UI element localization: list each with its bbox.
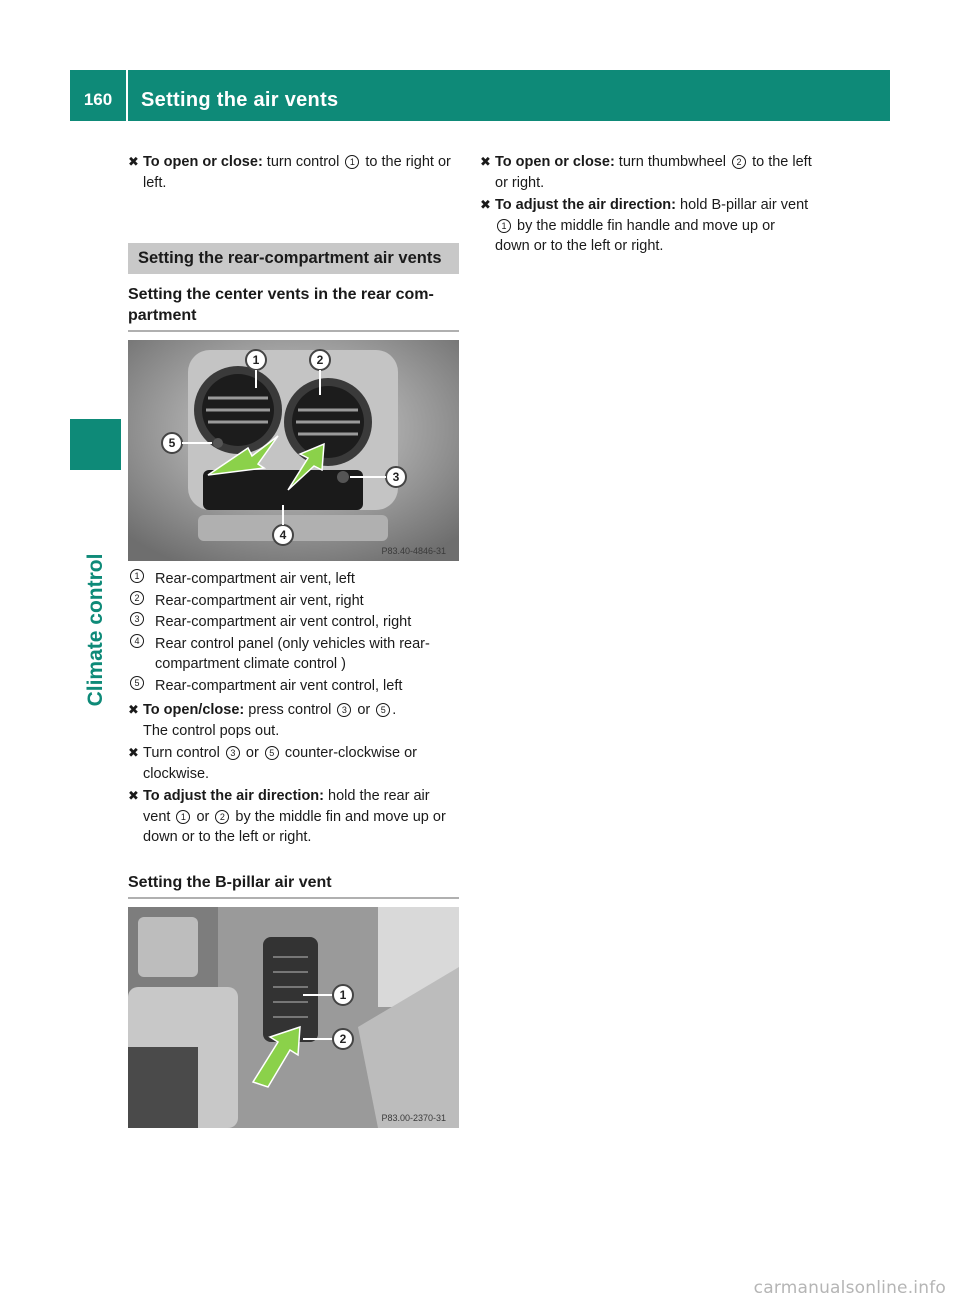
svg-text:1: 1 [252, 353, 260, 367]
instruction-arrow-icon: ✖ [128, 154, 139, 169]
side-tab-marker [70, 419, 121, 470]
page-title: Setting the air vents [141, 89, 339, 111]
instruction-text: or [241, 745, 263, 761]
svg-text:1: 1 [339, 987, 347, 1002]
instruction-lead: To adjust the air direction: [143, 788, 324, 804]
instruction-text: or [353, 702, 375, 718]
instruction-arrow-icon: ✖ [128, 745, 139, 760]
instruction-open-close-press [128, 700, 459, 741]
watermark-logo[interactable]: carmanualsonline.info [753, 1277, 946, 1298]
instruction-text: Turn control [143, 745, 224, 761]
svg-text:2: 2 [316, 353, 324, 367]
instruction-arrow-icon: ✖ [128, 788, 139, 803]
instruction-text: by the middle fin handle and move up or down or to the left or right. [495, 217, 775, 254]
instruction-lead: To open or close: [143, 154, 263, 170]
rear-vents-illustration [128, 340, 459, 561]
legend-item [128, 634, 459, 675]
instruction-text: to the left or right. [495, 154, 812, 191]
instruction-adjust-direction [128, 786, 459, 848]
instruction-text: or [192, 808, 214, 825]
callout-ref: 2 [732, 155, 746, 169]
legend-number: 5 [130, 676, 144, 690]
header-divider [126, 70, 128, 121]
legend-text: Rear-compartment air vent control, right [155, 614, 412, 630]
instruction-text: press control [244, 702, 336, 718]
legend-text: Rear-compartment air vent, left [155, 571, 355, 587]
svg-text:3: 3 [392, 470, 400, 484]
right-column [480, 152, 812, 259]
legend-text: Rear control panel (only vehicles with rear-compartment climate control ) [155, 635, 430, 672]
callout-ref: 3 [337, 703, 351, 717]
legend-item [128, 612, 459, 633]
left-column [128, 152, 459, 1136]
instruction-lead: To open or close: [495, 154, 615, 170]
rear-vents-photo [128, 340, 459, 561]
legend-item [128, 569, 459, 590]
callout-ref: 5 [376, 703, 390, 717]
callout-ref: 5 [265, 746, 279, 760]
instruction-turn-control [128, 743, 459, 784]
callout-ref: 2 [215, 810, 229, 824]
svg-text:4: 4 [279, 528, 287, 542]
b-pillar-photo [128, 907, 459, 1128]
legend-number: 3 [130, 612, 144, 626]
instruction-lead: To open/close: [143, 702, 245, 718]
instruction-b-pillar-direction [480, 195, 812, 257]
legend-text: Rear-compartment air vent control, left [155, 677, 403, 694]
legend-number: 4 [130, 634, 144, 648]
svg-text:2: 2 [339, 1031, 347, 1046]
instruction-text: turn control [262, 154, 344, 170]
instruction-arrow-icon: ✖ [480, 197, 491, 212]
instruction-thumbwheel [480, 152, 812, 193]
subsection-heading-b-pillar: Setting the B-pillar air vent [128, 872, 459, 899]
callout-ref: 1 [345, 155, 359, 169]
instruction-arrow-icon: ✖ [128, 702, 139, 717]
legend-number: 2 [130, 591, 144, 605]
instruction-text: by the middle fin and move up or down or to the left or right. [143, 808, 446, 845]
legend-item [128, 676, 459, 697]
callout-ref: 1 [497, 219, 511, 233]
instruction-open-close [128, 152, 459, 193]
instruction-arrow-icon: ✖ [480, 154, 491, 169]
instruction-text: to the right or left. [143, 154, 451, 191]
instruction-text: hold the rear air vent [143, 788, 430, 825]
callout-ref: 3 [226, 746, 240, 760]
callout-ref: 1 [176, 810, 190, 824]
page-number: 160 [83, 90, 113, 109]
legend-item [128, 591, 459, 612]
b-pillar-illustration [128, 907, 459, 1128]
instruction-text: turn thumbwheel [614, 154, 731, 170]
section-heading: Setting the rear-compartment air vents [128, 243, 459, 274]
instruction-text: counter-clockwise or clockwise. [143, 745, 417, 782]
side-chapter-text: Climate control [84, 553, 107, 707]
instruction-lead: To adjust the air direction: [495, 197, 676, 213]
instruction-result: The control pops out. [143, 722, 280, 739]
svg-text:5: 5 [168, 436, 176, 450]
legend-text: Rear-compartment air vent, right [155, 592, 364, 609]
legend-list [128, 569, 459, 696]
subsection-heading-center-vents: Setting the center vents in the rear com-partment [128, 284, 459, 332]
legend-number: 1 [130, 569, 144, 583]
photo-code: P83.00-2370-31 [381, 1112, 446, 1123]
instruction-text: . [392, 702, 397, 718]
photo-code: P83.40-4846-31 [381, 546, 446, 556]
instruction-text: hold B-pillar air vent [676, 197, 809, 213]
